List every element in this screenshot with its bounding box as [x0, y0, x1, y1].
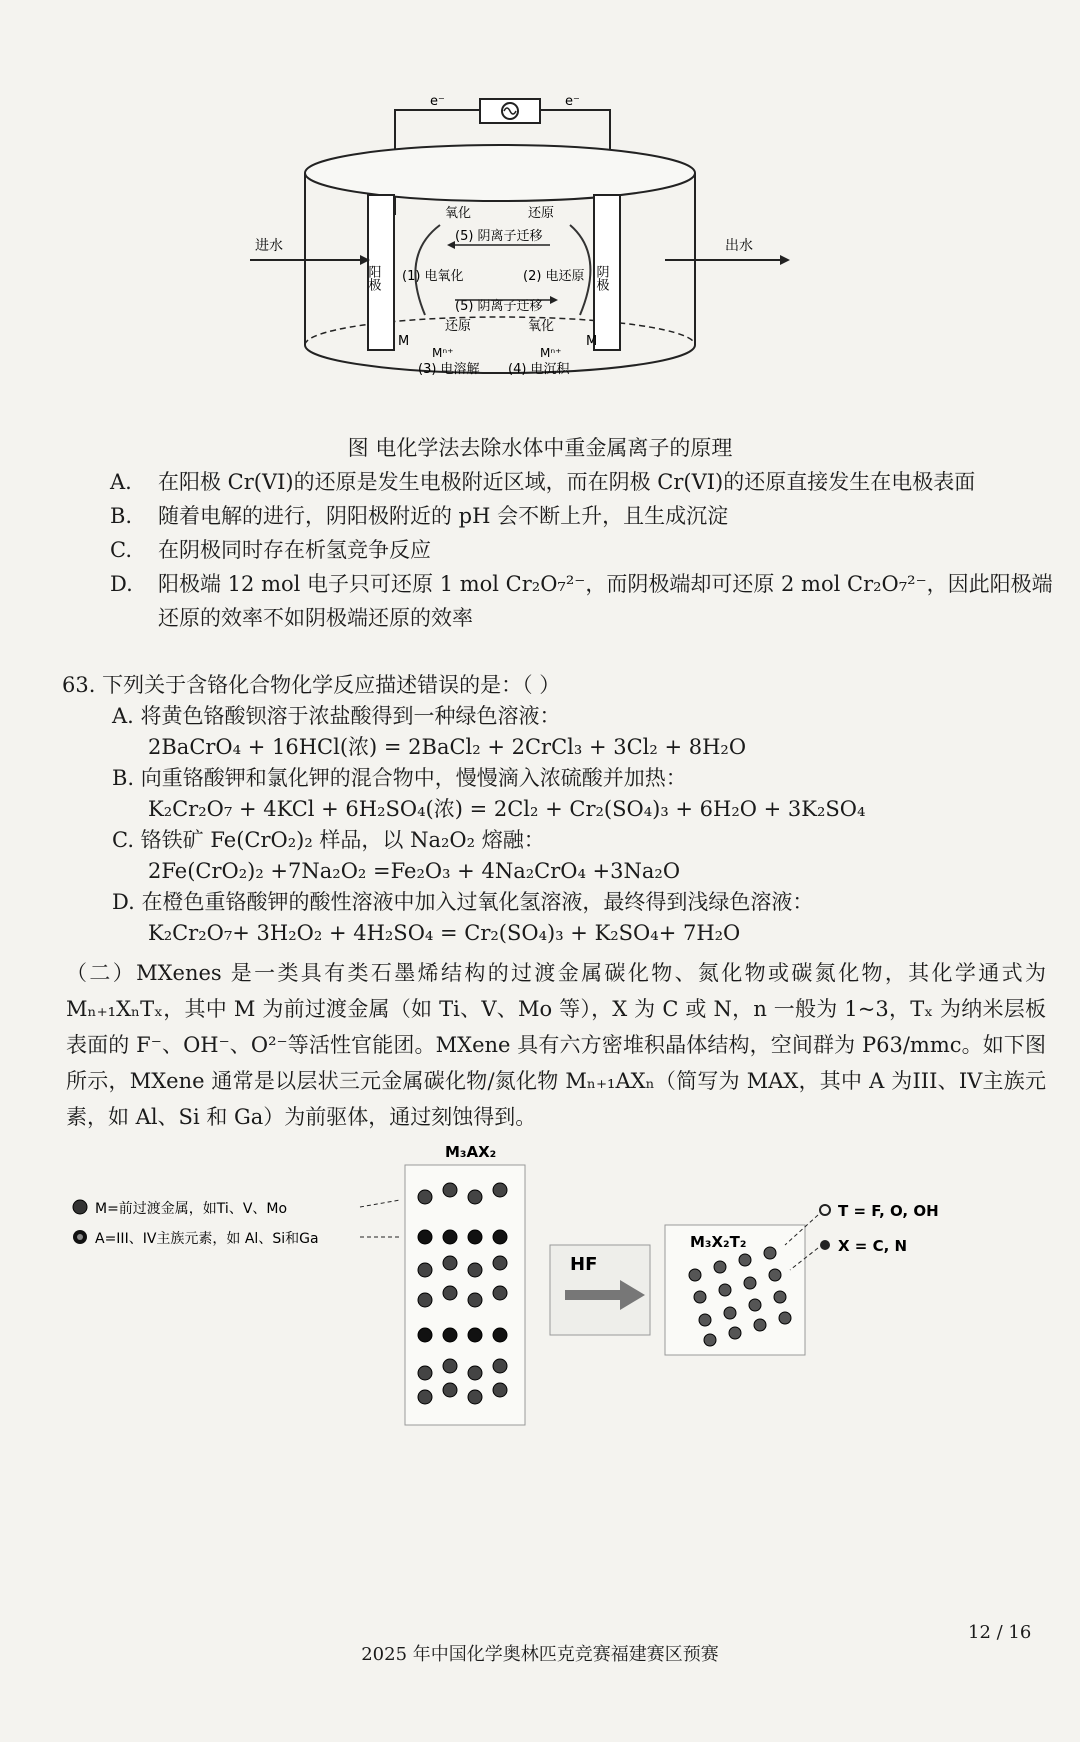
mxene-label: M₃X₂T₂ [690, 1233, 747, 1251]
hf-label: HF [570, 1254, 598, 1275]
q63-d-text: D. 在橙色重铬酸钾的酸性溶液中加入过氧化氢溶液，最终得到浅绿色溶液： [112, 890, 814, 914]
cathode-label: 阴极 [593, 265, 609, 291]
legend-a: A=III、IV主族元素，如 Al、Si和Ga [95, 1231, 319, 1247]
figure1-caption: 图 电化学法去除水体中重金属离子的原理 [347, 436, 733, 460]
option-label: C. [110, 538, 132, 562]
option-label: A. [110, 470, 132, 494]
legend-m: M=前过渡金属，如Ti、V、Mo [95, 1201, 288, 1217]
mxene-diagram [60, 1135, 1020, 1435]
tank-top [305, 145, 695, 201]
q63-stem: 63. 下列关于含铬化合物化学反应描述错误的是：（ ） [62, 673, 561, 697]
q62-options [110, 465, 1060, 635]
q63-b-eq: K₂Cr₂O₇ + 4KCl + 6H₂SO₄(浓) = 2Cl₂ + Cr₂(SO₄)₃ + 6H₂O + 3K₂SO₄ [148, 797, 866, 821]
reduction-bottom-label: 还原 [445, 319, 472, 334]
q63-c-text: C. 铬铁矿 Fe(CrO₂)₂ 样品，以 Na₂O₂ 熔融： [112, 828, 545, 852]
q63-b-text: B. 向重铬酸钾和氯化钾的混合物中，慢慢滴入浓硫酸并加热： [112, 766, 687, 790]
electro-reduction-label: (2) 电还原 [523, 269, 585, 284]
metal-right-label: M [586, 334, 598, 349]
oxidation-bottom-label: 氧化 [528, 319, 555, 334]
q62-option-a [110, 465, 1060, 499]
option-text: 在阴极同时存在析氢竞争反应 [158, 538, 431, 562]
metal-left-label: M [398, 334, 410, 349]
anode-label: 阳极 [365, 265, 381, 291]
q63-d-eq: K₂Cr₂O₇+ 3H₂O₂ + 4H₂SO₄ = Cr₂(SO₄)₃ + K₂SO₄+ 7H₂O [148, 921, 741, 945]
q63-a-text: A. 将黄色铬酸钡溶于浓盐酸得到一种绿色溶液： [112, 704, 561, 728]
legend-t: T = F, O, OH [838, 1202, 939, 1220]
electron-label-right: e⁻ [565, 95, 580, 109]
q63-a-eq: 2BaCrO₄ + 16HCl(浓) = 2BaCl₂ + 2CrCl₃ + 3Cl₂ + 8H₂O [148, 735, 747, 759]
question-63 [62, 670, 865, 949]
outlet-label: 出水 [725, 238, 753, 254]
option-text: 还原的效率不如阴极端还原的效率 [158, 606, 473, 630]
electrolysis-diagram [250, 95, 870, 475]
anion-migration-bottom: (5) 阴离子迁移 [455, 299, 543, 314]
option-label: B. [110, 504, 133, 528]
legend-x: X = C, N [838, 1237, 908, 1255]
electro-oxidation-label: (1) 电氧化 [402, 269, 464, 284]
ion-right-label: Mⁿ⁺ [540, 346, 562, 360]
oxidation-top-label: 氧化 [445, 206, 472, 221]
reduction-top-label: 还原 [528, 206, 555, 221]
option-text: 随着电解的进行，阴阳极附近的 pH 会不断上升，且生成沉淀 [158, 504, 729, 528]
section2-paragraph: （二）MXenes 是一类具有类石墨烯结构的过渡金属碳化物、氮化物或碳氮化物，其化学通式为 Mₙ₊₁XₙTₓ，其中 M 为前过渡金属（如 Ti、V、Mo 等），X 为 C 或 N，n 一般为 1~3，Tₓ 为纳米层板表面的 F⁻、OH⁻、O²⁻等活性官能团。MXene 具有六方密堆积晶体结构，空间群为 P63/mmc。如下图所示，MXene 通常是以层状三元金属碳化物/氮化物 Mₙ₊₁AXₙ（简写为 MAX，其中 A 为III、IV主族元素，如 Al、Si 和 Ga）为前驱体，通过刻蚀得到。 [66, 961, 1046, 1129]
electron-label-left: e⁻ [430, 95, 445, 109]
inlet-label: 进水 [255, 238, 283, 254]
q62-option-d [110, 567, 1060, 601]
q62-option-c [110, 533, 1060, 567]
q62-option-d-cont [110, 601, 1060, 635]
anion-migration-top: (5) 阴离子迁移 [455, 229, 543, 244]
max-label: M₃AX₂ [445, 1143, 497, 1161]
mxene-figure [60, 1135, 1020, 1435]
electro-deposition-label: (4) 电沉积 [508, 362, 570, 377]
q62-option-b [110, 499, 1060, 533]
footer-title: 2025 年中国化学奥林匹克竞赛福建赛区预赛 [361, 1644, 719, 1665]
ion-left-label: Mⁿ⁺ [432, 346, 454, 360]
electro-dissolution-label: (3) 电溶解 [418, 362, 480, 377]
option-text: 在阳极 Cr(VI)的还原是发生电极附近区域，而在阴极 Cr(VI)的还原直接发生在电极表面 [158, 470, 976, 494]
q63-c-eq: 2Fe(CrO₂)₂ +7Na₂O₂ =Fe₂O₃ + 4Na₂CrO₄ +3Na₂O [148, 859, 681, 883]
page-number: 12 / 16 [968, 1622, 1032, 1643]
option-label: D. [110, 572, 133, 596]
electrolysis-figure [250, 95, 870, 475]
option-text: 阳极端 12 mol 电子只可还原 1 mol Cr₂O₇²⁻，而阴极端却可还原 2 mol Cr₂O₇²⁻，因此阳极端 [158, 572, 1053, 596]
